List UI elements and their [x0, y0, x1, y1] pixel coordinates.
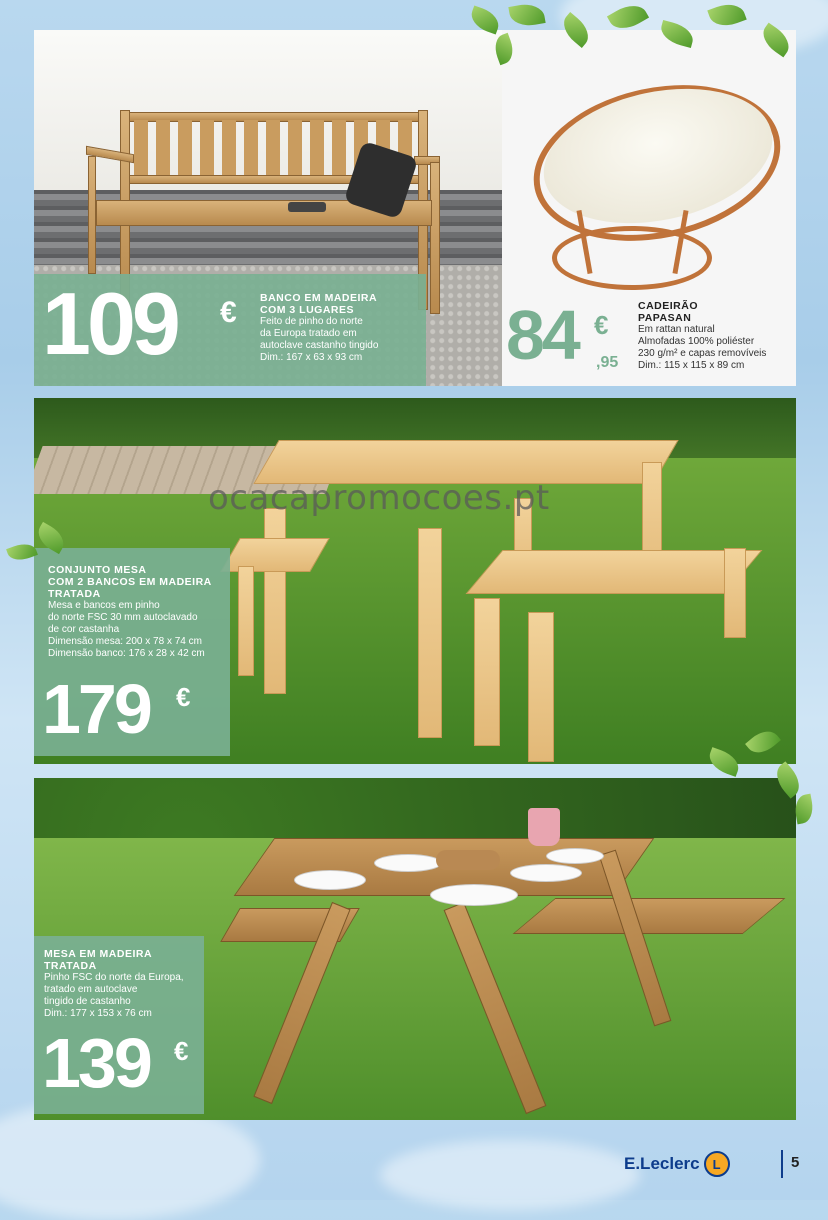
- page-number: 5: [791, 1154, 800, 1171]
- front-bench-leg: [474, 598, 500, 746]
- papasan-currency: €: [594, 310, 609, 340]
- picnic-front-bench: [513, 898, 786, 934]
- bread: [436, 850, 500, 870]
- table-leg: [418, 528, 442, 738]
- picnic-description: [44, 972, 204, 1020]
- papasan-title: [638, 300, 794, 324]
- bench-description: [260, 316, 420, 364]
- papasan-price: 84: [506, 296, 578, 374]
- front-bench-seat: [466, 550, 763, 594]
- leclerc-logo-icon: L: [704, 1151, 730, 1177]
- papasan-base: [552, 226, 712, 290]
- picnic-desc-line: Pinho FSC do norte da Europa,: [44, 972, 184, 983]
- papasan-desc-line: Almofadas 100% poliéster: [638, 336, 755, 347]
- table-leg: [264, 508, 286, 694]
- table-set-desc-line: Mesa e bancos em pinho: [48, 600, 160, 611]
- papasan-desc-line: 230 g/m² e capas removíveis: [638, 348, 767, 359]
- papasan-panel: [502, 30, 796, 386]
- front-bench-leg: [724, 548, 746, 638]
- bench-desc-line: autoclave castanho tingido: [260, 340, 379, 351]
- divider: [781, 1150, 783, 1178]
- plate: [430, 884, 518, 906]
- bench-title-line: COM 3 LUGARES: [260, 304, 355, 316]
- book: [288, 202, 326, 212]
- papasan-desc-line: Dim.: 115 x 115 x 89 cm: [638, 360, 745, 371]
- table-set-title-line: COM 2 BANCOS EM MADEIRA: [48, 576, 212, 588]
- plate: [546, 848, 604, 864]
- picnic-currency: €: [174, 1036, 189, 1066]
- plate: [510, 864, 582, 882]
- bench-panel: [34, 30, 502, 386]
- picnic-title-line: MESA EM MADEIRA: [44, 948, 153, 960]
- table-set-desc-line: Dimensão mesa: 200 x 78 x 74 cm: [48, 636, 202, 647]
- bench-front-left-leg: [88, 156, 96, 274]
- picnic-title-line: TRATADA: [44, 960, 97, 972]
- rear-bench-leg: [238, 566, 254, 676]
- table-set-panel: [34, 398, 796, 764]
- bench-desc-line: da Europa tratado em: [260, 328, 357, 339]
- leaf-icon: [508, 1, 545, 29]
- watermark: ocacapromocoes.pt: [208, 478, 550, 518]
- bench-title: [260, 292, 420, 316]
- bench-desc-line: Dim.: 167 x 63 x 93 cm: [260, 352, 363, 363]
- brand-name: E.Leclerc: [624, 1154, 700, 1173]
- table-set-title-line: TRATADA: [48, 588, 101, 600]
- table-set-desc-line: Dimensão banco: 176 x 28 x 42 cm: [48, 648, 205, 659]
- papasan-title-line: CADEIRÃO: [638, 300, 699, 312]
- picnic-table-panel: [34, 778, 796, 1120]
- flower-pot: [528, 808, 560, 846]
- papasan-info: [638, 300, 794, 372]
- table-set-description: [48, 600, 230, 660]
- table-set-title-line: CONJUNTO MESA: [48, 564, 147, 576]
- picnic-desc-line: tingido de castanho: [44, 996, 131, 1007]
- bench-title-line: BANCO EM MADEIRA: [260, 292, 378, 304]
- papasan-description: [638, 324, 794, 372]
- picnic-price: 139: [42, 1024, 150, 1102]
- bench-desc-line: Feito de pinho do norte: [260, 316, 363, 327]
- picnic-desc-line: Dim.: 177 x 153 x 76 cm: [44, 1008, 152, 1019]
- leaf-icon: [793, 794, 816, 825]
- bench-front-right-leg: [430, 162, 440, 314]
- table-set-desc-line: de cor castanha: [48, 624, 120, 635]
- picnic-title: [44, 948, 204, 972]
- bench-info-box: [34, 274, 426, 386]
- plate: [374, 854, 442, 872]
- papasan-title-line: PAPASAN: [638, 312, 692, 324]
- table-set-price: 179: [42, 670, 150, 748]
- front-bench-leg: [528, 612, 554, 762]
- papasan-cents: ,95: [596, 354, 619, 371]
- picnic-info-box: [34, 936, 204, 1114]
- leclerc-logo[interactable]: [624, 1148, 730, 1180]
- papasan-desc-line: Em rattan natural: [638, 324, 715, 335]
- picnic-desc-line: tratado em autoclave: [44, 984, 138, 995]
- table-set-title: [48, 564, 230, 600]
- table-set-currency: €: [176, 682, 191, 712]
- plate: [294, 870, 366, 890]
- bench-price: 109: [42, 274, 177, 373]
- bench-currency: €: [220, 296, 237, 329]
- table-set-desc-line: do norte FSC 30 mm autoclavado: [48, 612, 198, 623]
- table-set-info-box: [34, 548, 230, 756]
